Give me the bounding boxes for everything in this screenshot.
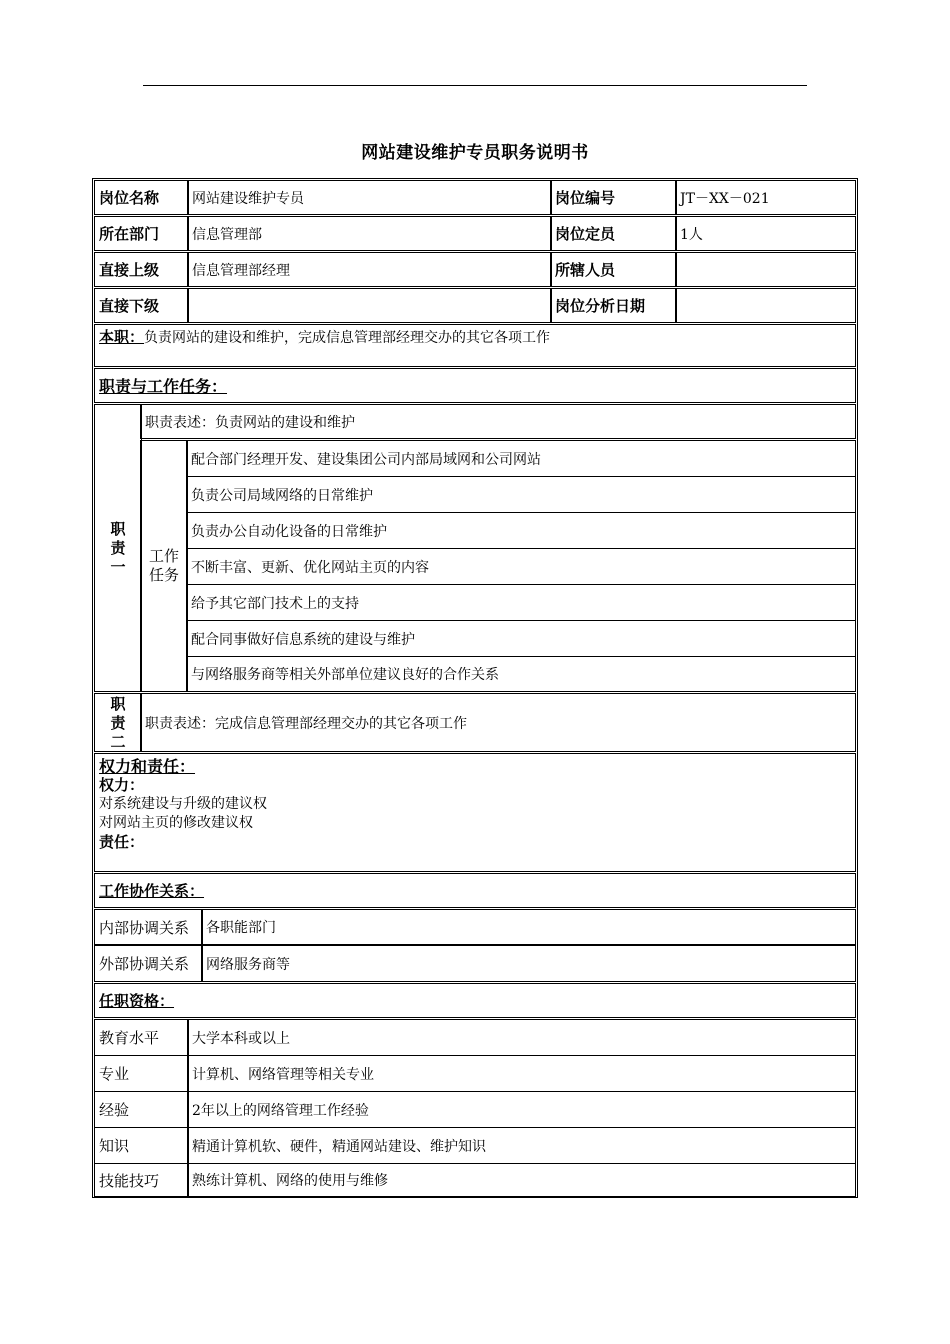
qualification-value: 熟练计算机、网络的使用与维修 bbox=[187, 1163, 856, 1197]
duty2-description: 职责表述：完成信息管理部经理交办的其它各项工作 bbox=[140, 693, 856, 752]
collaboration-heading: 工作协作关系： bbox=[94, 873, 856, 908]
headcount-value: 1人 bbox=[675, 216, 856, 251]
qualification-label: 专业 bbox=[94, 1055, 189, 1092]
power-label: 权力： bbox=[99, 776, 145, 794]
main-duty-row bbox=[94, 324, 856, 367]
qualification-label: 技能技巧 bbox=[94, 1163, 189, 1197]
responsibility-label: 责任： bbox=[99, 833, 145, 851]
duty1-task-label: 工作 任务 bbox=[140, 440, 188, 692]
qualifications-heading: 任职资格： bbox=[94, 983, 856, 1018]
task-item: 负责办公自动化设备的日常维护 bbox=[186, 512, 856, 549]
duties-heading: 职责与工作任务： bbox=[94, 368, 856, 403]
power-item: 对系统建设与升级的建议权 bbox=[99, 796, 267, 812]
duty2-label: 职 责 二 bbox=[94, 693, 142, 752]
analysis-date-label: 岗位分析日期 bbox=[550, 288, 677, 323]
subordinates-value bbox=[675, 252, 856, 287]
qualification-value: 精通计算机软、硬件，精通网站建设、维护知识 bbox=[187, 1127, 856, 1164]
task-item: 配合部门经理开发、建设集团公司内部局域网和公司网站 bbox=[186, 440, 856, 477]
authority-section bbox=[94, 753, 856, 872]
position-code-label: 岗位编号 bbox=[550, 180, 677, 215]
header-rule bbox=[143, 85, 807, 86]
qualification-label: 经验 bbox=[94, 1091, 189, 1128]
headcount-label: 岗位定员 bbox=[550, 216, 677, 251]
internal-collab-value: 各职能部门 bbox=[201, 909, 856, 945]
department-label: 所在部门 bbox=[94, 216, 189, 251]
document-title: 网站建设维护专员职务说明书 bbox=[361, 143, 589, 163]
external-collab-value: 网络服务商等 bbox=[201, 945, 856, 982]
position-code-value: JT－XX－021 bbox=[675, 180, 856, 215]
qualification-value: 计算机、网络管理等相关专业 bbox=[187, 1055, 856, 1092]
power-item: 对网站主页的修改建议权 bbox=[99, 815, 253, 831]
task-item: 与网络服务商等相关外部单位建议良好的合作关系 bbox=[186, 656, 856, 692]
duty1-description: 职责表述：负责网站的建设和维护 bbox=[140, 404, 856, 439]
superior-value: 信息管理部经理 bbox=[187, 252, 552, 287]
position-name-value: 网站建设维护专员 bbox=[187, 180, 552, 215]
direct-subordinate-value bbox=[187, 288, 552, 323]
main-duty-label: 本职： bbox=[99, 328, 145, 346]
superior-label: 直接上级 bbox=[94, 252, 189, 287]
main-duty-text: 负责网站的建设和维护，完成信息管理部经理交办的其它各项工作 bbox=[144, 330, 551, 346]
duty1-label: 职 责 一 bbox=[94, 404, 142, 692]
qualification-value: 2年以上的网络管理工作经验 bbox=[187, 1091, 856, 1128]
qualification-value: 大学本科或以上 bbox=[187, 1019, 856, 1056]
direct-subordinate-label: 直接下级 bbox=[94, 288, 189, 323]
qualification-label: 知识 bbox=[94, 1127, 189, 1164]
authority-heading: 权力和责任： bbox=[99, 757, 196, 776]
task-item: 配合同事做好信息系统的建设与维护 bbox=[186, 620, 856, 657]
task-item: 给予其它部门技术上的支持 bbox=[186, 584, 856, 621]
qualification-label: 教育水平 bbox=[94, 1019, 189, 1056]
internal-collab-label: 内部协调关系 bbox=[94, 909, 203, 945]
subordinates-label: 所辖人员 bbox=[550, 252, 677, 287]
department-value: 信息管理部 bbox=[187, 216, 552, 251]
external-collab-label: 外部协调关系 bbox=[94, 945, 203, 982]
position-name-label: 岗位名称 bbox=[94, 180, 189, 215]
task-item: 负责公司局域网络的日常维护 bbox=[186, 476, 856, 513]
task-item: 不断丰富、更新、优化网站主页的内容 bbox=[186, 548, 856, 585]
analysis-date-value bbox=[675, 288, 856, 323]
